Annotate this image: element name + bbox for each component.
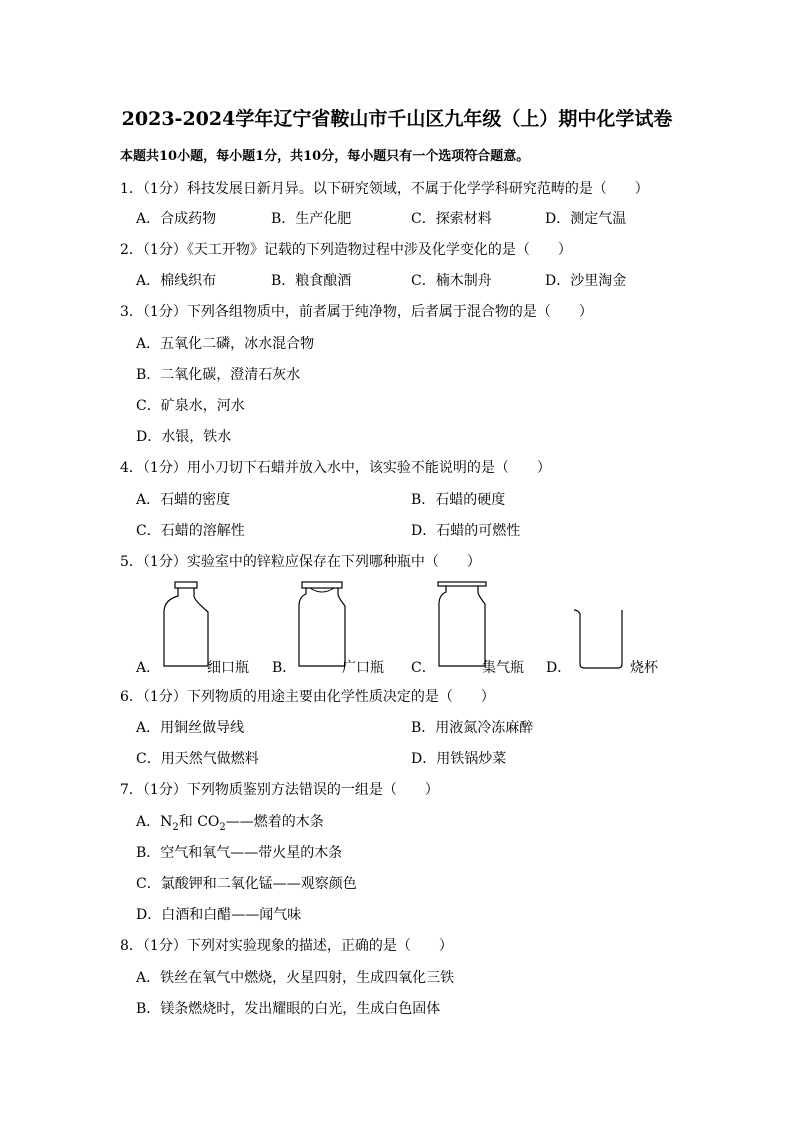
q5-option-b-letter: B． (272, 660, 297, 676)
wide-mouth-bottle-icon (296, 580, 348, 672)
q4-option-c: C．石蜡的溶解性 (136, 523, 245, 539)
q2-option-a: A．棉线织布 (136, 273, 217, 289)
question-7-stem: 7．（1分）下列物质鉴别方法错误的一组是（ ） (120, 782, 439, 798)
q2-option-c: C．楠木制舟 (411, 273, 492, 289)
q1-option-c: C．探索材料 (411, 211, 492, 227)
q7-option-b: B．空气和氧气——带火星的木条 (136, 845, 343, 861)
question-3-stem: 3．（1分）下列各组物质中，前者属于纯净物，后者属于混合物的是（ ） (120, 304, 593, 320)
question-8-stem: 8．（1分）下列对实验现象的描述，正确的是（ ） (120, 938, 453, 954)
question-5-stem: 5．（1分）实验室中的锌粒应保存在下列哪种瓶中（ ） (120, 554, 481, 570)
q5-option-d-letter: D． (546, 660, 572, 676)
q4-option-a: A．石蜡的密度 (136, 492, 231, 508)
question-1-stem: 1．（1分）科技发展日新月异。以下研究领域，不属于化学学科研究范畴的是（ ） (120, 181, 649, 197)
q6-option-b: B．用液氮冷冻麻醉 (411, 720, 534, 736)
q5-option-c-letter: C． (411, 660, 436, 676)
page-title: 2023-2024学年辽宁省鞍山市千山区九年级（上）期中化学试卷 (121, 108, 673, 130)
q4-option-d: D．石蜡的可燃性 (411, 523, 521, 539)
q6-option-a: A．用铜丝做导线 (136, 720, 245, 736)
q7-option-d: D．白酒和白醋——闻气味 (136, 907, 302, 923)
q7-option-a-mid: 和 CO (178, 814, 220, 830)
question-2-stem: 2．（1分）《天工开物》记载的下列造物过程中涉及化学变化的是（ ） (120, 242, 572, 258)
q7-option-c: C．氯酸钾和二氧化锰——观察颜色 (136, 876, 357, 892)
q5-option-a-name: 细口瓶 (207, 660, 249, 676)
q7-option-a (136, 811, 324, 833)
question-4-stem: 4．（1分）用小刀切下石蜡并放入水中，该实验不能说明的是（ ） (120, 460, 551, 476)
q3-option-d: D．水银，铁水 (136, 429, 232, 445)
q8-option-a: A．铁丝在氧气中燃烧，火星四射，生成四氧化三铁 (136, 970, 455, 986)
q8-option-b: B．镁条燃烧时，发出耀眼的白光，生成白色固体 (136, 1001, 441, 1017)
section-instructions: 本题共10小题，每小题1分，共10分，每小题只有一个选项符合题意。 (120, 149, 530, 164)
q3-option-b: B．二氧化碳，澄清石灰水 (136, 367, 301, 383)
q5-option-b-name: 广口瓶 (342, 660, 384, 676)
narrow-mouth-bottle-icon (160, 580, 212, 672)
q1-option-a: A．合成药物 (136, 211, 217, 227)
q6-option-c: C．用天然气做燃料 (136, 751, 259, 767)
q7-option-a-prefix: A．N (136, 814, 173, 830)
q3-option-c: C．矿泉水，河水 (136, 398, 245, 414)
q3-option-a: A．五氧化二磷，冰水混合物 (136, 336, 315, 352)
q2-option-d: D．沙里淘金 (545, 273, 627, 289)
q1-option-b: B．生产化肥 (271, 211, 352, 227)
q2-option-b: B．粮食酿酒 (271, 273, 352, 289)
question-6-stem: 6．（1分）下列物质的用途主要由化学性质决定的是（ ） (120, 689, 495, 705)
q4-option-b: B．石蜡的硬度 (411, 492, 506, 508)
q6-option-d: D．用铁锅炒菜 (411, 751, 507, 767)
q5-option-d-name: 烧杯 (630, 660, 658, 676)
q7-option-a-sub2: 2 (219, 821, 226, 833)
q7-option-a-sub1: 2 (172, 821, 179, 833)
q5-option-c-name: 集气瓶 (482, 660, 524, 676)
beaker-icon (572, 608, 630, 672)
q5-option-a-letter: A． (136, 660, 161, 676)
gas-collecting-bottle-icon (436, 580, 488, 672)
q1-option-d: D．测定气温 (545, 211, 627, 227)
q7-option-a-suffix: ——燃着的木条 (225, 814, 324, 830)
